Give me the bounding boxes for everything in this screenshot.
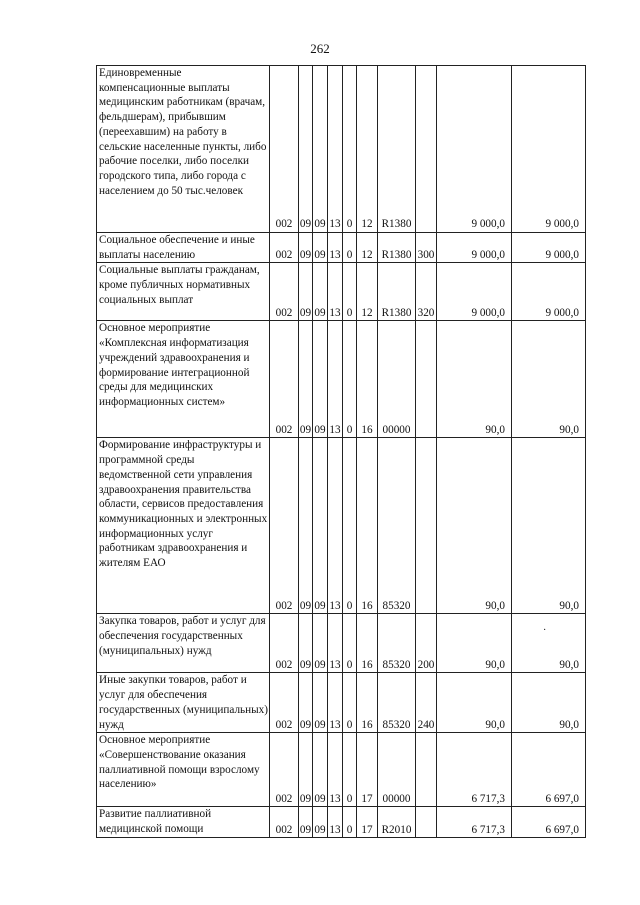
cell-section: 09	[299, 733, 313, 807]
cell-subsection: 09	[313, 66, 328, 233]
cell-direction: R2010	[378, 807, 416, 838]
cell-amount-2: 6 697,0	[512, 807, 586, 838]
cell-direction: R1380	[378, 66, 416, 233]
cell-expense-type	[416, 66, 437, 233]
budget-table-body	[97, 66, 586, 838]
cell-name: Иные закупки товаров, работ и услуг для обеспечения государственных (муниципальных) нужд	[97, 673, 270, 733]
table-row	[97, 321, 586, 438]
cell-direction: 85320	[378, 438, 416, 614]
cell-direction: R1380	[378, 233, 416, 263]
cell-section: 09	[299, 438, 313, 614]
cell-section: 09	[299, 233, 313, 263]
cell-event: 17	[357, 807, 378, 838]
cell-name: Развитие паллиативной медицинской помощи	[97, 807, 270, 838]
cell-amount-1: 90,0	[437, 673, 512, 733]
cell-ministry: 002	[270, 438, 299, 614]
cell-direction: 00000	[378, 733, 416, 807]
table-row	[97, 807, 586, 838]
cell-section: 09	[299, 66, 313, 233]
cell-section: 09	[299, 614, 313, 673]
cell-expense-type	[416, 321, 437, 438]
cell-amount-1: 9 000,0	[437, 263, 512, 321]
cell-name: Социальное обеспечение и иные выплаты населению	[97, 233, 270, 263]
table-row	[97, 438, 586, 614]
cell-program: 13	[328, 673, 343, 733]
cell-amount-1: 9 000,0	[437, 233, 512, 263]
cell-subsection: 09	[313, 438, 328, 614]
cell-ministry: 002	[270, 614, 299, 673]
cell-ministry: 002	[270, 66, 299, 233]
cell-event: 12	[357, 233, 378, 263]
cell-event: 12	[357, 263, 378, 321]
cell-ministry: 002	[270, 233, 299, 263]
cell-subprogram: 0	[343, 733, 357, 807]
cell-amount-1: 90,0	[437, 321, 512, 438]
cell-amount-2: 9 000,0	[512, 263, 586, 321]
cell-ministry: 002	[270, 673, 299, 733]
cell-name: Основное мероприятие «Совершенствование оказания паллиативной помощи взрослому населению»	[97, 733, 270, 807]
cell-ministry: 002	[270, 733, 299, 807]
cell-program: 13	[328, 321, 343, 438]
cell-event: 16	[357, 673, 378, 733]
cell-name: Закупка товаров, работ и услуг для обеспечения государственных (муниципальных) нужд	[97, 614, 270, 673]
cell-subprogram: 0	[343, 614, 357, 673]
cell-name: Социальные выплаты гражданам, кроме публичных нормативных социальных выплат	[97, 263, 270, 321]
cell-program: 13	[328, 66, 343, 233]
cell-ministry: 002	[270, 321, 299, 438]
cell-subprogram: 0	[343, 321, 357, 438]
cell-event: 12	[357, 66, 378, 233]
table-row	[97, 66, 586, 233]
cell-subsection: 09	[313, 321, 328, 438]
cell-amount-1: 90,0	[437, 438, 512, 614]
cell-program: 13	[328, 733, 343, 807]
cell-expense-type: 320	[416, 263, 437, 321]
cell-event: 16	[357, 438, 378, 614]
cell-subprogram: 0	[343, 263, 357, 321]
table-row	[97, 263, 586, 321]
table-row	[97, 673, 586, 733]
cell-amount-1: 6 717,3	[437, 807, 512, 838]
cell-expense-type: 200	[416, 614, 437, 673]
cell-direction: R1380	[378, 263, 416, 321]
cell-ministry: 002	[270, 807, 299, 838]
cell-amount-2: 90,0	[512, 614, 586, 673]
cell-subprogram: 0	[343, 438, 357, 614]
cell-expense-type	[416, 733, 437, 807]
cell-amount-2: 9 000,0	[512, 66, 586, 233]
table-row	[97, 233, 586, 263]
cell-name: Единовременные компенсационные выплаты медицинским работникам (врачам, фельдшерам), прибывшим (переехавшим) на работу в сельские населенные пункты, либо рабочие поселки, либо поселки городского типа, либо города с населением до 50 тыс.человек	[97, 66, 270, 233]
cell-subsection: 09	[313, 233, 328, 263]
cell-subsection: 09	[313, 807, 328, 838]
cell-amount-1: 9 000,0	[437, 66, 512, 233]
cell-program: 13	[328, 233, 343, 263]
table-row	[97, 733, 586, 807]
cell-amount-2: 90,0	[512, 321, 586, 438]
cell-amount-2: 90,0	[512, 438, 586, 614]
cell-section: 09	[299, 673, 313, 733]
cell-amount-1: 90,0	[437, 614, 512, 673]
cell-event: 16	[357, 614, 378, 673]
cell-event: 16	[357, 321, 378, 438]
cell-program: 13	[328, 614, 343, 673]
cell-subsection: 09	[313, 673, 328, 733]
cell-section: 09	[299, 263, 313, 321]
cell-event: 17	[357, 733, 378, 807]
cell-expense-type	[416, 438, 437, 614]
cell-amount-1: 6 717,3	[437, 733, 512, 807]
cell-subsection: 09	[313, 614, 328, 673]
cell-amount-2: 90,0	[512, 673, 586, 733]
cell-subprogram: 0	[343, 807, 357, 838]
table-row	[97, 614, 586, 673]
cell-amount-2: 9 000,0	[512, 233, 586, 263]
budget-table	[96, 65, 586, 838]
cell-name: Формирование инфраструктуры и программной среды ведомственной сети управления здравоохранения правительства области, сервисов предоставления коммуникационных и электронных информационных услуг работникам здравоохранения и жителям ЕАО	[97, 438, 270, 614]
cell-subprogram: 0	[343, 233, 357, 263]
cell-amount-2: 6 697,0	[512, 733, 586, 807]
cell-ministry: 002	[270, 263, 299, 321]
cell-direction: 85320	[378, 673, 416, 733]
page-number: 262	[310, 41, 330, 56]
cell-subprogram: 0	[343, 673, 357, 733]
cell-section: 09	[299, 807, 313, 838]
cell-subsection: 09	[313, 263, 328, 321]
cell-subsection: 09	[313, 733, 328, 807]
cell-expense-type: 240	[416, 673, 437, 733]
cell-expense-type: 300	[416, 233, 437, 263]
cell-expense-type	[416, 807, 437, 838]
stray-dot: ·	[543, 625, 547, 636]
cell-program: 13	[328, 263, 343, 321]
cell-direction: 85320	[378, 614, 416, 673]
cell-subprogram: 0	[343, 66, 357, 233]
cell-program: 13	[328, 807, 343, 838]
cell-name: Основное мероприятие «Комплексная информатизация учреждений здравоохранения и формирование интеграционной среды для медицинских информационных систем»	[97, 321, 270, 438]
cell-section: 09	[299, 321, 313, 438]
cell-program: 13	[328, 438, 343, 614]
cell-direction: 00000	[378, 321, 416, 438]
